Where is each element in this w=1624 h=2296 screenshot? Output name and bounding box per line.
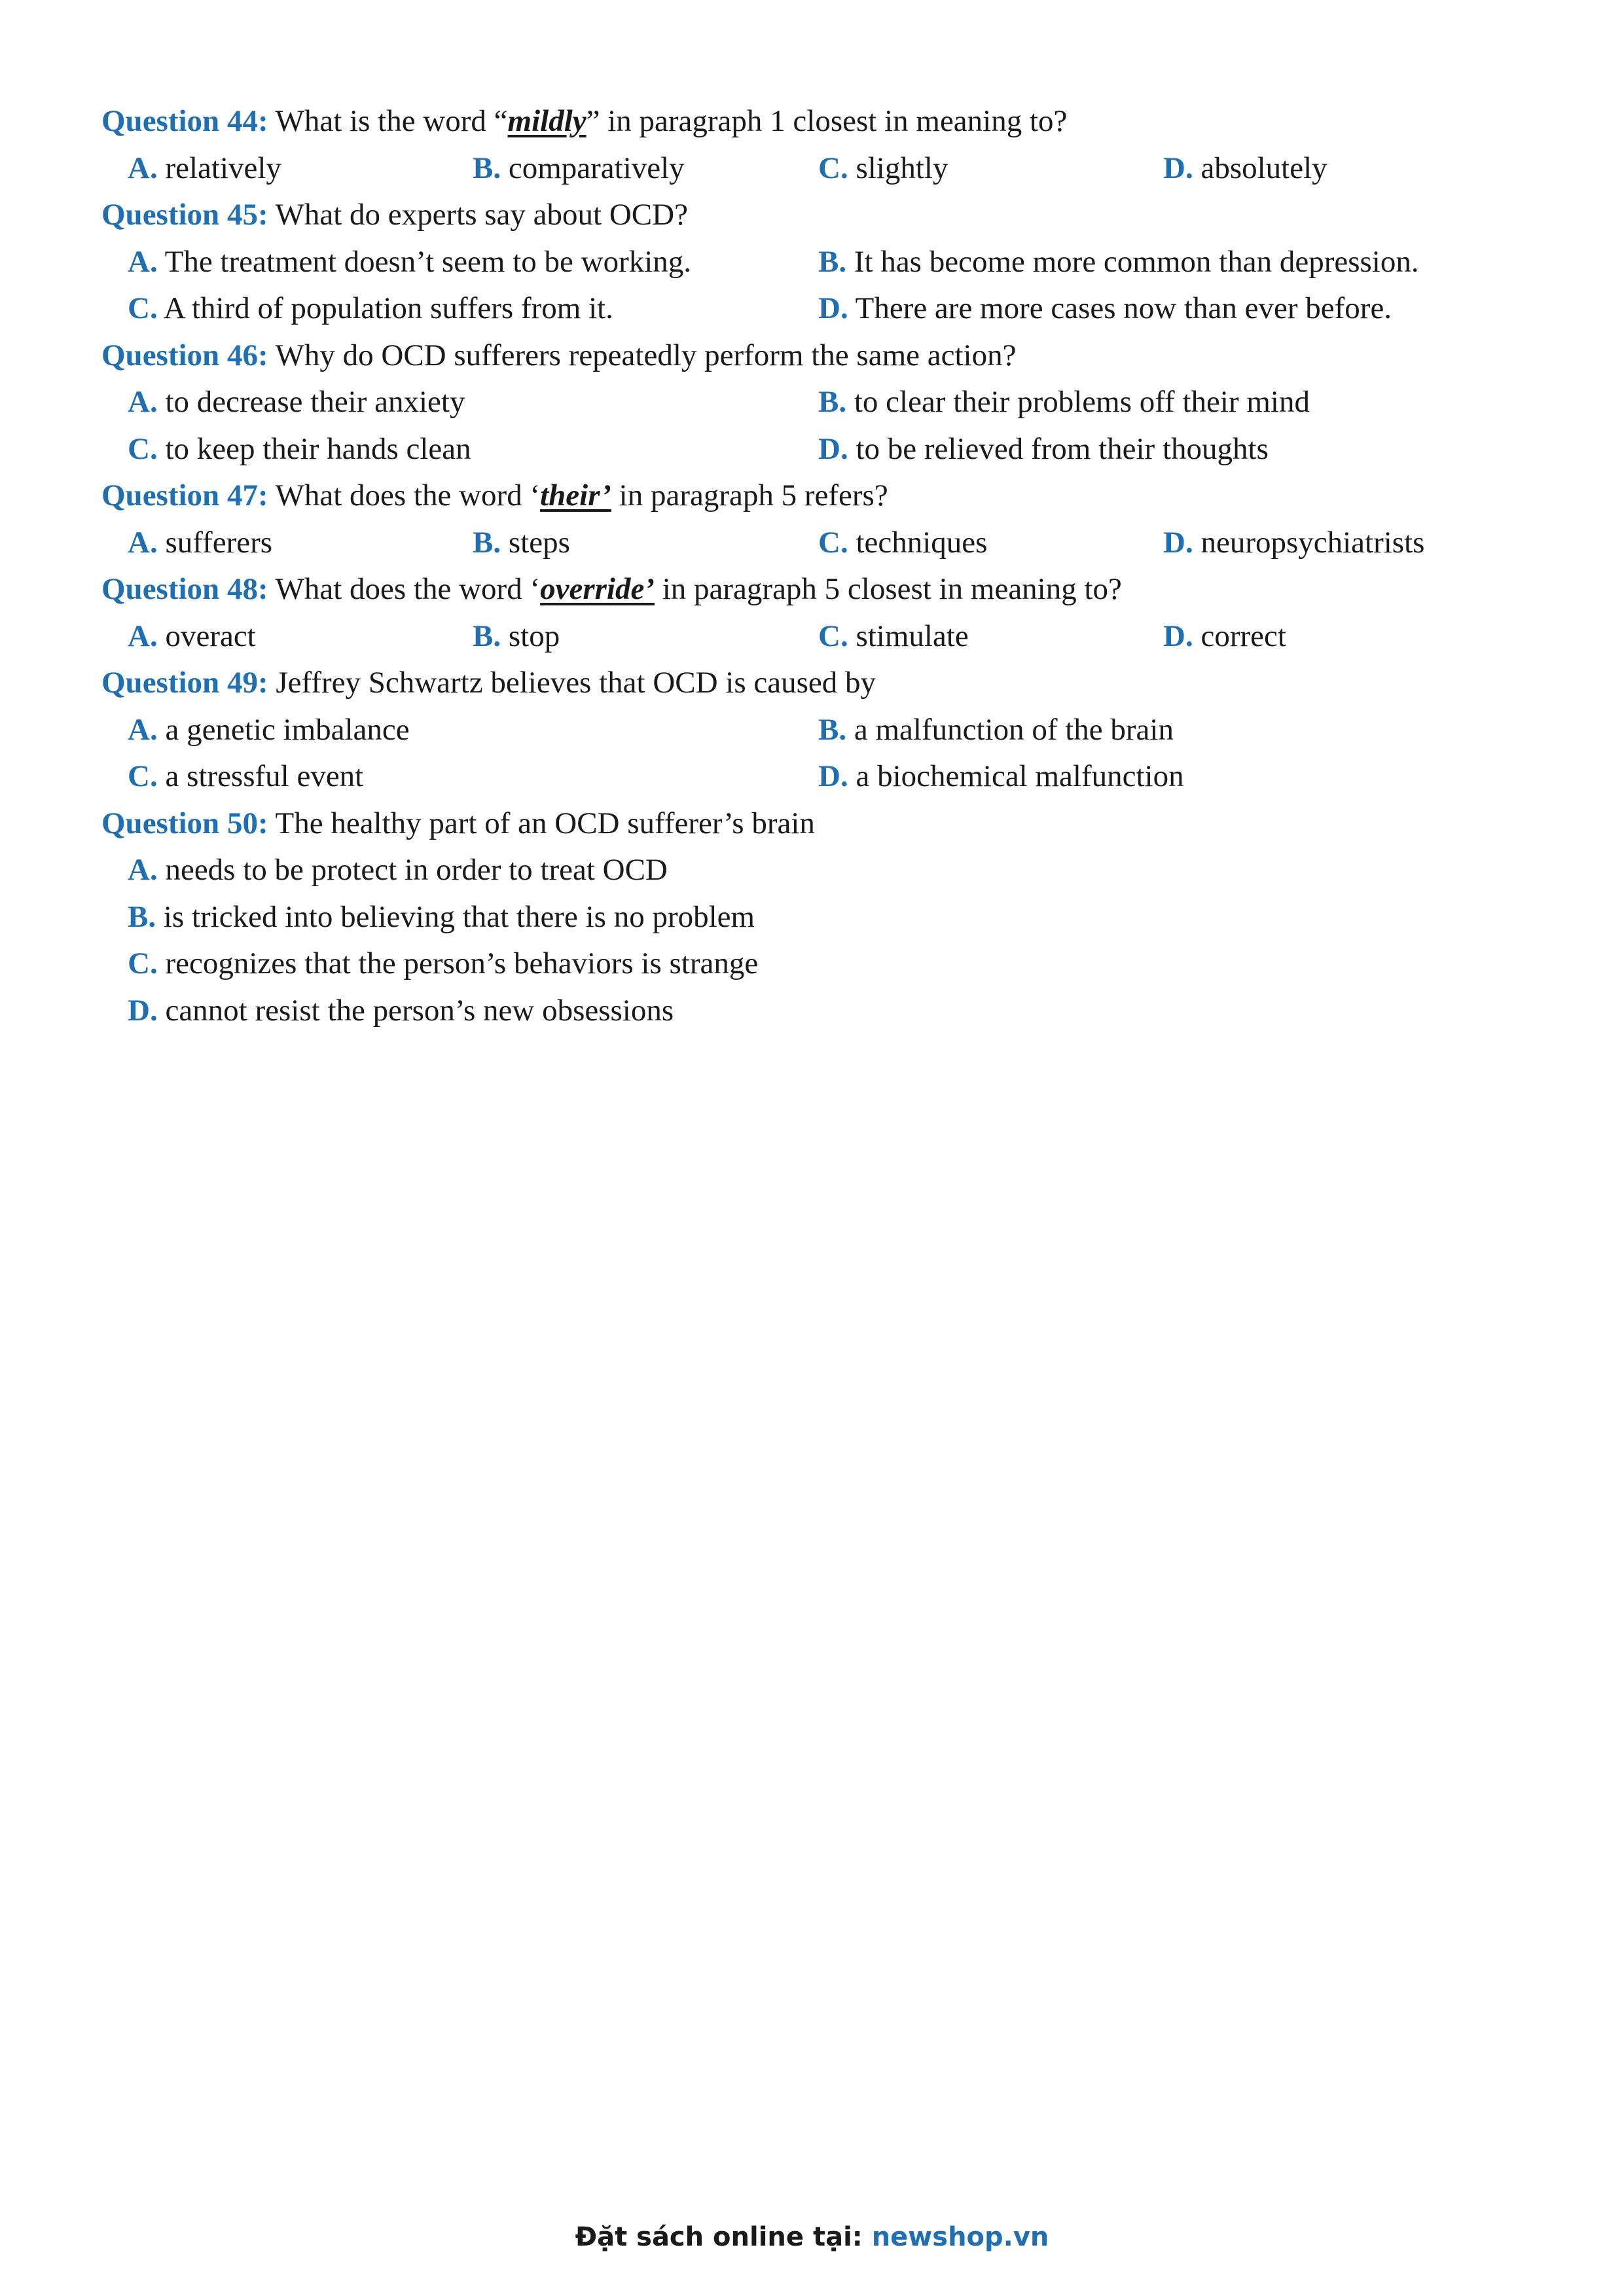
- option-a[interactable]: [128, 239, 691, 286]
- option-letter: A.: [128, 385, 158, 419]
- option-letter: D.: [128, 993, 158, 1028]
- question-47-options: [101, 520, 1542, 567]
- option-d[interactable]: [818, 285, 1392, 332]
- option-letter: A.: [128, 525, 158, 560]
- question-label: Question 49:: [101, 666, 268, 700]
- option-text: a biochemical malfunction: [848, 759, 1184, 793]
- highlighted-keyword: override’: [540, 572, 655, 606]
- option-d[interactable]: [818, 426, 1269, 473]
- question-label: Question 46:: [101, 338, 268, 372]
- question-50-option-a-row: [101, 847, 1542, 894]
- option-text: relatively: [157, 151, 281, 185]
- option-letter: B.: [473, 525, 501, 560]
- question-50-option-d-row: [101, 988, 1542, 1035]
- option-letter: D.: [1163, 619, 1193, 653]
- option-letter: A.: [128, 853, 158, 887]
- option-text: a genetic imbalance: [157, 712, 410, 747]
- question-49-stem: [101, 660, 1542, 707]
- option-a[interactable]: [128, 520, 272, 567]
- option-letter: D.: [818, 431, 848, 466]
- option-a[interactable]: [128, 707, 410, 754]
- option-letter: C.: [818, 525, 848, 560]
- option-letter: D.: [818, 291, 848, 325]
- option-b[interactable]: [128, 894, 755, 941]
- question-50-stem: [101, 800, 1542, 848]
- question-label: Question 44:: [101, 104, 268, 138]
- option-d[interactable]: [1163, 613, 1286, 660]
- question-sheet: [101, 98, 1542, 1034]
- option-letter: B.: [818, 244, 847, 279]
- option-text: absolutely: [1193, 151, 1327, 185]
- option-b[interactable]: [818, 239, 1419, 286]
- footer-prefix: Đặt sách online tại:: [575, 2222, 872, 2252]
- option-b[interactable]: [473, 520, 570, 567]
- option-text: techniques: [848, 525, 988, 560]
- question-48-options: [101, 613, 1542, 660]
- option-c[interactable]: [128, 941, 758, 988]
- question-text: ” in paragraph 1 closest in meaning to?: [586, 104, 1068, 138]
- option-letter: D.: [1163, 151, 1193, 185]
- option-d[interactable]: [1163, 520, 1424, 567]
- option-letter: B.: [818, 385, 847, 419]
- option-letter: B.: [473, 619, 501, 653]
- option-text: overact: [157, 619, 256, 653]
- question-label: Question 48:: [101, 572, 268, 606]
- option-letter: D.: [1163, 525, 1193, 560]
- option-letter: B.: [128, 899, 156, 934]
- option-text: is tricked into believing that there is no problem: [156, 899, 755, 934]
- option-b[interactable]: [818, 707, 1174, 754]
- option-letter: A.: [128, 151, 158, 185]
- option-text: stimulate: [848, 619, 969, 653]
- option-text: a stressful event: [157, 759, 364, 793]
- option-letter: C.: [128, 759, 158, 793]
- option-a[interactable]: [128, 145, 281, 192]
- question-47-stem: [101, 473, 1542, 520]
- option-text: to clear their problems off their mind: [846, 385, 1310, 419]
- question-label: Question 47:: [101, 478, 268, 512]
- option-letter: D.: [818, 759, 848, 793]
- question-46-options-row-1: [101, 379, 1542, 426]
- question-46-stem: [101, 332, 1542, 380]
- option-c[interactable]: [128, 753, 363, 800]
- option-text: recognizes that the person’s behaviors is strange: [157, 946, 759, 980]
- question-text: What is the word “: [268, 104, 508, 138]
- option-text: correct: [1193, 619, 1286, 653]
- option-text: needs to be protect in order to treat OCD: [157, 853, 668, 887]
- option-text: a malfunction of the brain: [846, 712, 1174, 747]
- option-letter: C.: [128, 946, 158, 980]
- option-text: slightly: [848, 151, 948, 185]
- question-text: in paragraph 5 closest in meaning to?: [654, 572, 1122, 606]
- question-45-options-row-1: [101, 239, 1542, 286]
- option-c[interactable]: [128, 426, 471, 473]
- question-label: Question 50:: [101, 806, 268, 840]
- option-letter: C.: [128, 291, 158, 325]
- question-44-options: [101, 145, 1542, 192]
- option-c[interactable]: [128, 285, 613, 332]
- question-label: Question 45:: [101, 198, 268, 232]
- question-45-stem: [101, 192, 1542, 239]
- question-text: Why do OCD sufferers repeatedly perform the same action?: [268, 338, 1017, 372]
- option-text: It has become more common than depression.: [846, 244, 1419, 279]
- option-a[interactable]: [128, 613, 256, 660]
- option-text: There are more cases now than ever before.: [848, 291, 1392, 325]
- option-text: A third of population suffers from it.: [157, 291, 613, 325]
- option-d[interactable]: [818, 753, 1184, 800]
- option-a[interactable]: [128, 847, 668, 894]
- option-letter: C.: [818, 619, 848, 653]
- question-text: What does the word ‘: [268, 572, 541, 606]
- option-text: comparatively: [501, 151, 685, 185]
- option-text: neuropsychiatrists: [1193, 525, 1425, 560]
- option-d[interactable]: [128, 988, 674, 1035]
- option-letter: A.: [128, 619, 158, 653]
- option-c[interactable]: [818, 145, 948, 192]
- option-letter: B.: [818, 712, 847, 747]
- question-48-stem: [101, 566, 1542, 613]
- footer-link[interactable]: newshop.vn: [871, 2222, 1049, 2252]
- question-text: What do experts say about OCD?: [268, 198, 688, 232]
- option-b[interactable]: [818, 379, 1310, 426]
- option-b[interactable]: [473, 613, 560, 660]
- option-text: sufferers: [157, 525, 273, 560]
- question-text: in paragraph 5 refers?: [611, 478, 888, 512]
- option-a[interactable]: [128, 379, 465, 426]
- option-text: stop: [501, 619, 560, 653]
- question-45-options-row-2: [101, 285, 1542, 332]
- question-44-stem: [101, 98, 1542, 145]
- highlighted-keyword: their’: [540, 478, 611, 512]
- option-text: to be relieved from their thoughts: [848, 431, 1269, 466]
- option-c[interactable]: [818, 520, 987, 567]
- option-text: to decrease their anxiety: [157, 385, 465, 419]
- question-text: The healthy part of an OCD sufferer’s brain: [268, 806, 815, 840]
- question-49-options-row-1: [101, 707, 1542, 754]
- page-footer: [0, 2222, 1624, 2252]
- option-letter: A.: [128, 244, 158, 279]
- option-b[interactable]: [473, 145, 685, 192]
- option-text: steps: [501, 525, 570, 560]
- question-text: Jeffrey Schwartz believes that OCD is caused by: [268, 666, 876, 700]
- highlighted-keyword: mildly: [507, 104, 586, 138]
- question-50-option-c-row: [101, 941, 1542, 988]
- option-letter: C.: [818, 151, 848, 185]
- option-letter: C.: [128, 431, 158, 466]
- question-text: What does the word ‘: [268, 478, 541, 512]
- question-50-option-b-row: [101, 894, 1542, 941]
- option-text: The treatment doesn’t seem to be working.: [157, 244, 692, 279]
- question-49-options-row-2: [101, 753, 1542, 800]
- option-text: cannot resist the person’s new obsessions: [157, 993, 674, 1028]
- question-46-options-row-2: [101, 426, 1542, 473]
- option-text: to keep their hands clean: [157, 431, 471, 466]
- option-d[interactable]: [1163, 145, 1327, 192]
- option-c[interactable]: [818, 613, 969, 660]
- option-letter: B.: [473, 151, 501, 185]
- option-letter: A.: [128, 712, 158, 747]
